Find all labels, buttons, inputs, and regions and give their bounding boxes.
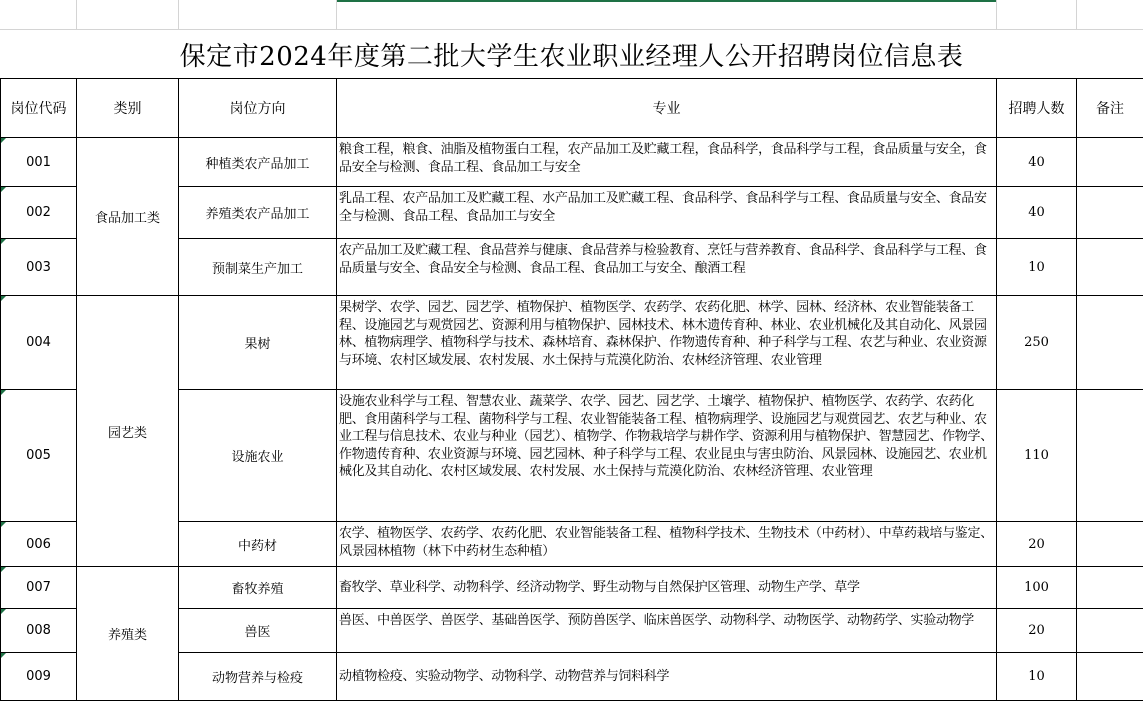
count-cell[interactable]: 250 <box>997 296 1077 390</box>
direction-cell[interactable]: 中药材 <box>179 522 337 567</box>
major-cell[interactable]: 农产品加工及贮藏工程、食品营养与健康、食品营养与检验教育、烹饪与营养教育、食品科学、食品科学与工程、食品质量与安全、食品安全与检测、食品工程、食品加工与安全、酿酒工程 <box>337 239 997 296</box>
header-direction[interactable]: 岗位方向 <box>179 79 337 138</box>
major-cell[interactable]: 乳品工程、农产品加工及贮藏工程、水产品加工及贮藏工程、食品科学、食品科学与工程、食品质量与安全、食品安全与检测、食品工程、食品加工与安全 <box>337 187 997 239</box>
major-cell[interactable]: 畜牧学、草业科学、动物科学、经济动物学、野生动物与自然保护区管理、动物生产学、草学 <box>337 567 997 609</box>
page-title: 保定市2024年度第二批大学生农业职业经理人公开招聘岗位信息表 <box>179 41 964 72</box>
count-cell[interactable]: 20 <box>997 609 1077 653</box>
category-cell[interactable]: 园艺类 <box>77 296 179 567</box>
count-cell[interactable]: 100 <box>997 567 1077 609</box>
major-cell[interactable]: 设施农业科学与工程、智慧农业、蔬菜学、农学、园艺、园艺学、土壤学、植物保护、植物医学、农药学、农药化肥、食用菌科学与工程、菌物科学与工程、农业智能装备工程、植物病理学、设施园艺与观赏园艺、农艺与种业、农业工程与信息技术、农业与种业（园艺）、植物学、作物栽培学与耕作学、资源利用与植物保护、智慧园艺、作物学、作物遗传育种、农业资源与环境、园艺园林、种子科学与工程、农业昆虫与害虫防治、风景园林、设施园艺、农业机械化及其自动化、农村区域发展、农村发展、水土保持与荒漠化防治、农林经济管理、农业管理 <box>337 390 997 522</box>
direction-cell[interactable]: 果树 <box>179 296 337 390</box>
table-row <box>1 296 1143 390</box>
header-row <box>1 79 1143 138</box>
note-cell[interactable] <box>1077 187 1143 239</box>
count-cell[interactable]: 110 <box>997 390 1077 522</box>
header-code[interactable]: 岗位代码 <box>1 79 77 138</box>
category-cell[interactable]: 养殖类 <box>77 567 179 701</box>
direction-cell[interactable]: 设施农业 <box>179 390 337 522</box>
sheet-gridlines <box>0 0 1143 30</box>
major-cell[interactable]: 农学、植物医学、农药学、农药化肥、农业智能装备工程、植物科学技术、生物技术（中药材）、中草药栽培与鉴定、风景园林植物（林下中药材生态种植） <box>337 522 997 567</box>
code-cell[interactable]: 003 <box>1 239 77 296</box>
direction-cell[interactable]: 畜牧养殖 <box>179 567 337 609</box>
count-cell[interactable]: 10 <box>997 239 1077 296</box>
header-category[interactable]: 类别 <box>77 79 179 138</box>
header-count[interactable]: 招聘人数 <box>997 79 1077 138</box>
code-cell[interactable]: 007 <box>1 567 77 609</box>
code-cell[interactable]: 002 <box>1 187 77 239</box>
direction-cell[interactable]: 种植类农产品加工 <box>179 138 337 187</box>
code-cell[interactable]: 008 <box>1 609 77 653</box>
direction-cell[interactable]: 预制菜生产加工 <box>179 239 337 296</box>
note-cell[interactable] <box>1077 522 1143 567</box>
count-cell[interactable]: 40 <box>997 138 1077 187</box>
header-note[interactable]: 备注 <box>1077 79 1143 138</box>
table-row <box>1 138 1143 187</box>
direction-cell[interactable]: 动物营养与检疫 <box>179 653 337 701</box>
table-row <box>1 567 1143 609</box>
note-cell[interactable] <box>1077 609 1143 653</box>
count-cell[interactable]: 20 <box>997 522 1077 567</box>
note-cell[interactable] <box>1077 653 1143 701</box>
note-cell[interactable] <box>1077 138 1143 187</box>
code-cell[interactable]: 001 <box>1 138 77 187</box>
direction-cell[interactable]: 养殖类农产品加工 <box>179 187 337 239</box>
major-cell[interactable]: 粮食工程，粮食、油脂及植物蛋白工程，农产品加工及贮藏工程，食品科学，食品科学与工程，食品质量与安全，食品安全与检测、食品工程、食品加工与安全 <box>337 138 997 187</box>
direction-cell[interactable]: 兽医 <box>179 609 337 653</box>
header-major[interactable]: 专业 <box>337 79 997 138</box>
category-cell[interactable]: 食品加工类 <box>77 138 179 296</box>
note-cell[interactable] <box>1077 567 1143 609</box>
count-cell[interactable]: 40 <box>997 187 1077 239</box>
count-cell[interactable]: 10 <box>997 653 1077 701</box>
major-cell[interactable]: 果树学、农学、园艺、园艺学、植物保护、植物医学、农药学、农药化肥、林学、园林、经济林、农业智能装备工程、设施园艺与观赏园艺、资源利用与植物保护、园林技术、林木遗传育种、林业、农业机械化及其自动化、风景园林、植物病理学、植物科学与技术、森林培育、森林保护、作物遗传育种、种子科学与工程、农艺与种业、农业资源与环境、农村区域发展、农村发展、水土保持与荒漠化防治、农林经济管理、农业管理 <box>337 296 997 390</box>
code-cell[interactable]: 009 <box>1 653 77 701</box>
major-cell[interactable]: 动植物检疫、实验动物学、动物科学、动物营养与饲料科学 <box>337 653 997 701</box>
recruitment-table <box>0 78 1143 701</box>
note-cell[interactable] <box>1077 390 1143 522</box>
note-cell[interactable] <box>1077 296 1143 390</box>
note-cell[interactable] <box>1077 239 1143 296</box>
code-cell[interactable]: 006 <box>1 522 77 567</box>
major-cell[interactable]: 兽医、中兽医学、兽医学、基础兽医学、预防兽医学、临床兽医学、动物科学、动物医学、动物药学、实验动物学 <box>337 609 997 653</box>
code-cell[interactable]: 005 <box>1 390 77 522</box>
code-cell[interactable]: 004 <box>1 296 77 390</box>
